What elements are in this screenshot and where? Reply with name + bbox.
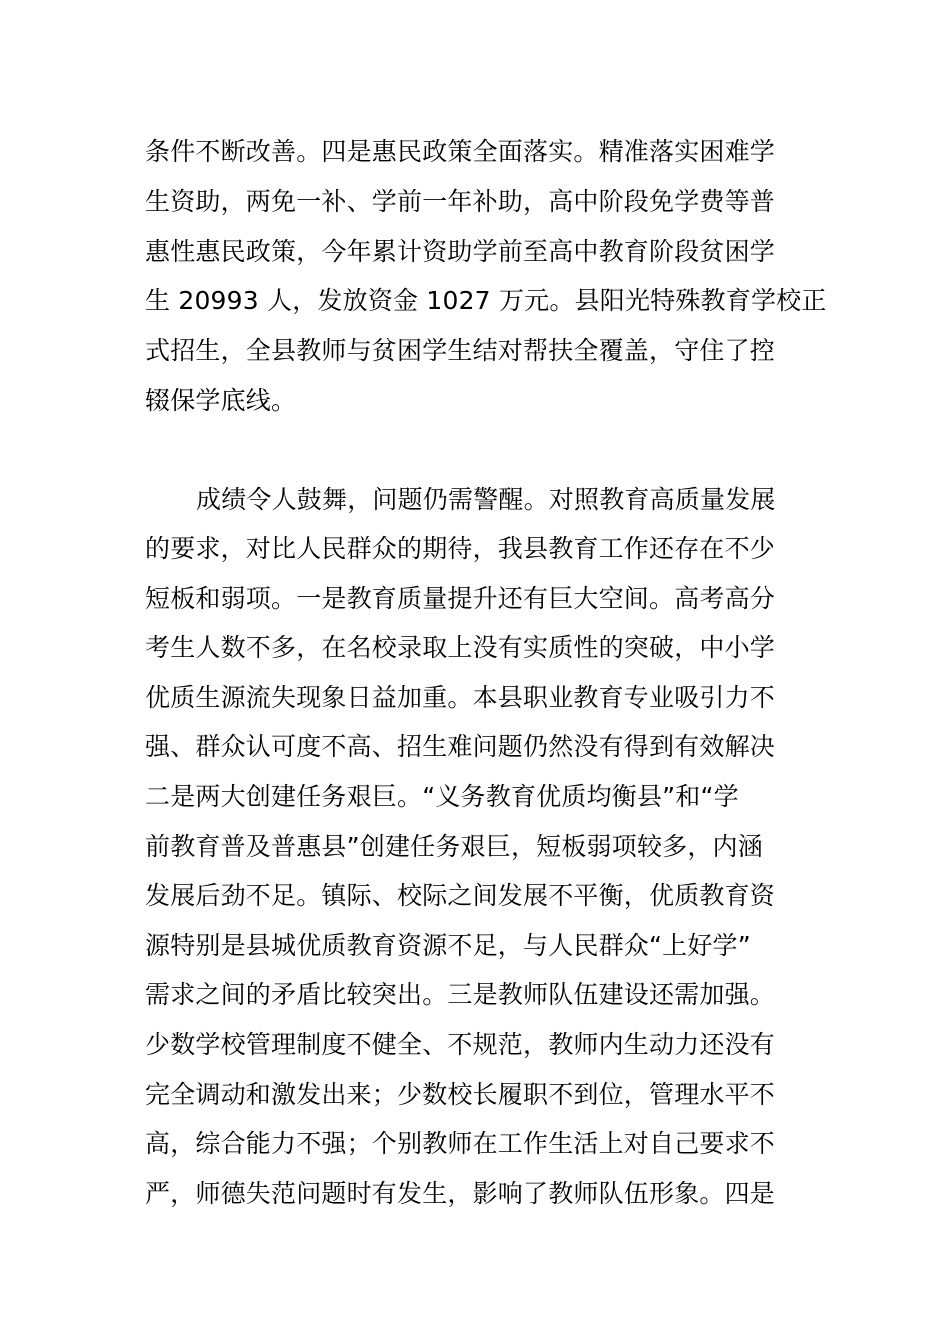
text-line: 成绩令人鼓舞，问题仍需警醒。对照教育高质量发展 — [196, 485, 776, 514]
text-line: 需求之间的矛盾比较突出。三是教师队伍建设还需加强。 — [145, 980, 776, 1009]
text-line: 考生人数不多，在名校录取上没有实质性的突破，中小学 — [145, 633, 776, 662]
text-line: 的要求，对比人民群众的期待，我县教育工作还存在不少 — [145, 534, 776, 563]
text-line: 前教育普及普惠县”创建任务艰巨，短板弱项较多，内涵 — [145, 832, 763, 861]
text-line: 二是两大创建任务艰巨。“义务教育优质均衡县”和“学 — [145, 782, 739, 811]
text-line: 高，综合能力不强；个别教师在工作生活上对自己要求不 — [145, 1129, 776, 1158]
text-line: 辍保学底线。 — [145, 386, 297, 415]
text-line: 惠性惠民政策，今年累计资助学前至高中教育阶段贫困学 — [145, 237, 776, 266]
text-line: 完全调动和激发出来；少数校长履职不到位，管理水平不 — [145, 1080, 776, 1109]
text-line: 生 20993 人，发放资金 1027 万元。县阳光特殊教育学校正 — [145, 286, 827, 315]
text-line: 源特别是县城优质教育资源不足，与人民群众“上好学” — [145, 931, 751, 960]
text-line: 优质生源流失现象日益加重。本县职业教育专业吸引力不 — [145, 683, 776, 712]
text-line: 发展后劲不足。镇际、校际之间发展不平衡，优质教育资 — [145, 881, 776, 910]
text-line: 短板和弱项。一是教育质量提升还有巨大空间。高考高分 — [145, 584, 776, 613]
text-line: 条件不断改善。四是惠民政策全面落实。精准落实困难学 — [145, 137, 776, 166]
text-line: 少数学校管理制度不健全、不规范，教师内生动力还没有 — [145, 1030, 776, 1059]
text-line: 强、群众认可度不高、招生难问题仍然没有得到有效解决 — [145, 732, 776, 761]
text-line: 式招生，全县教师与贫困学生结对帮扶全覆盖，守住了控 — [145, 336, 776, 365]
text-line: 生资助，两免一补、学前一年补助，高中阶段免学费等普 — [145, 187, 776, 216]
text-line: 严，师德失范问题时有发生，影响了教师队伍形象。四是 — [145, 1179, 776, 1208]
